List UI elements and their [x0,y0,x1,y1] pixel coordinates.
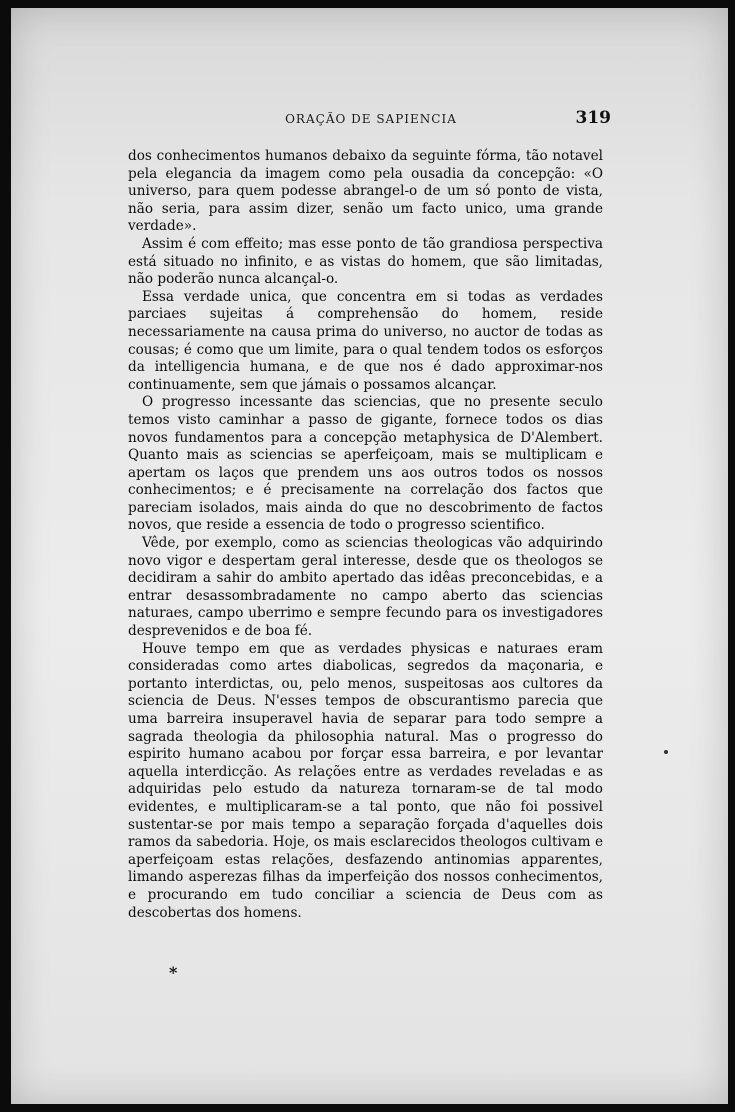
dust-speck [664,750,668,754]
paragraph: Houve tempo em que as verdades physicas e naturaes eram consideradas como artes diabolicas, segredos da maçonaria, e portanto interdictas, ou, pelo menos, suspeitosas aos cultores da sciencia de Deus. N'esses tempos de obscurantismo parecia que uma barreira insuperavel havia de separar para todo sempre a sagrada theologia da philosophia natural. Mas o progresso do espirito humano acabou por forçar essa barreira, e por levantar aquella interdicção. As relações entre as verdades reveladas e as adquiridas pelo estudo da natureza tornaram-se de tal modo evidentes, e multiplicaram-se a tal ponto, que não foi possivel sustentar-se por mais tempo a separação forçada d'aquelles dois ramos da sabedoria. Hoje, os mais esclarecidos theologos cultivam e aperfeiçoam estas relações, desfazendo antinomias apparentes, limando asperezas filhas da imperfeição dos nossos conhecimentos, e procurando em tudo conciliar a sciencia de Deus com as descobertas dos homens. [128,640,603,921]
paragraph: Assim é com effeito; mas esse ponto de tão grandiosa perspectiva está situado no infinito, e as vistas do homem, que são limitadas, não poderão nunca alcançal-o. [128,235,603,288]
section-mark: * [169,963,178,982]
paragraph: Vêde, por exemplo, como as sciencias theologicas vão adquirindo novo vigor e despertam geral interesse, desde que os theologos se decidiram a sahir do ambito apertado das idêas preconcebidas, e a entrar desassombradamente no campo aberto das sciencias naturaes, campo uberrimo e sempre fecundo para os investigadores desprevenidos e de boa fé. [128,535,603,640]
running-head [131,108,611,138]
paragraph: dos conhecimentos humanos debaixo da seguinte fórma, tão notavel pela elegancia da imagem como pela ousadia da concepção: «O universo, para quem podesse abrangel-o de um só ponto de vista, não seria, para assim dizer, senão um facto unico, uma grande verdade». [128,148,603,235]
paragraph: Essa verdade unica, que concentra em si todas as verdades parciaes sujeitas á comprehensão do homem, reside necessariamente na causa prima do universo, no auctor de todas as cousas; é como que um limite, para o qual tendem todos os esforços da intelligencia humana, e de que nos é dado approximar-nos continuamente, sem que jámais o possamos alcançar. [128,288,603,393]
page-number: 319 [575,108,611,128]
book-page [11,8,728,1104]
body-text [128,148,603,922]
paragraph: O progresso incessante das sciencias, que no presente seculo temos visto caminhar a passo de gigante, fornece todos os dias novos fundamentos para a concepção metaphysica de D'Alembert. Quanto mais as sciencias se aperfeiçoam, mais se multiplicam e apertam os laços que prendem uns aos outros todos os nossos conhecimentos; e é precisamente na correlação dos factos que pareciam isolados, mais ainda do que no descobrimento de factos novos, que reside a essencia de todo o progresso scientifico. [128,394,603,534]
running-title: ORAÇÃO DE SAPIENCIA [285,112,457,126]
